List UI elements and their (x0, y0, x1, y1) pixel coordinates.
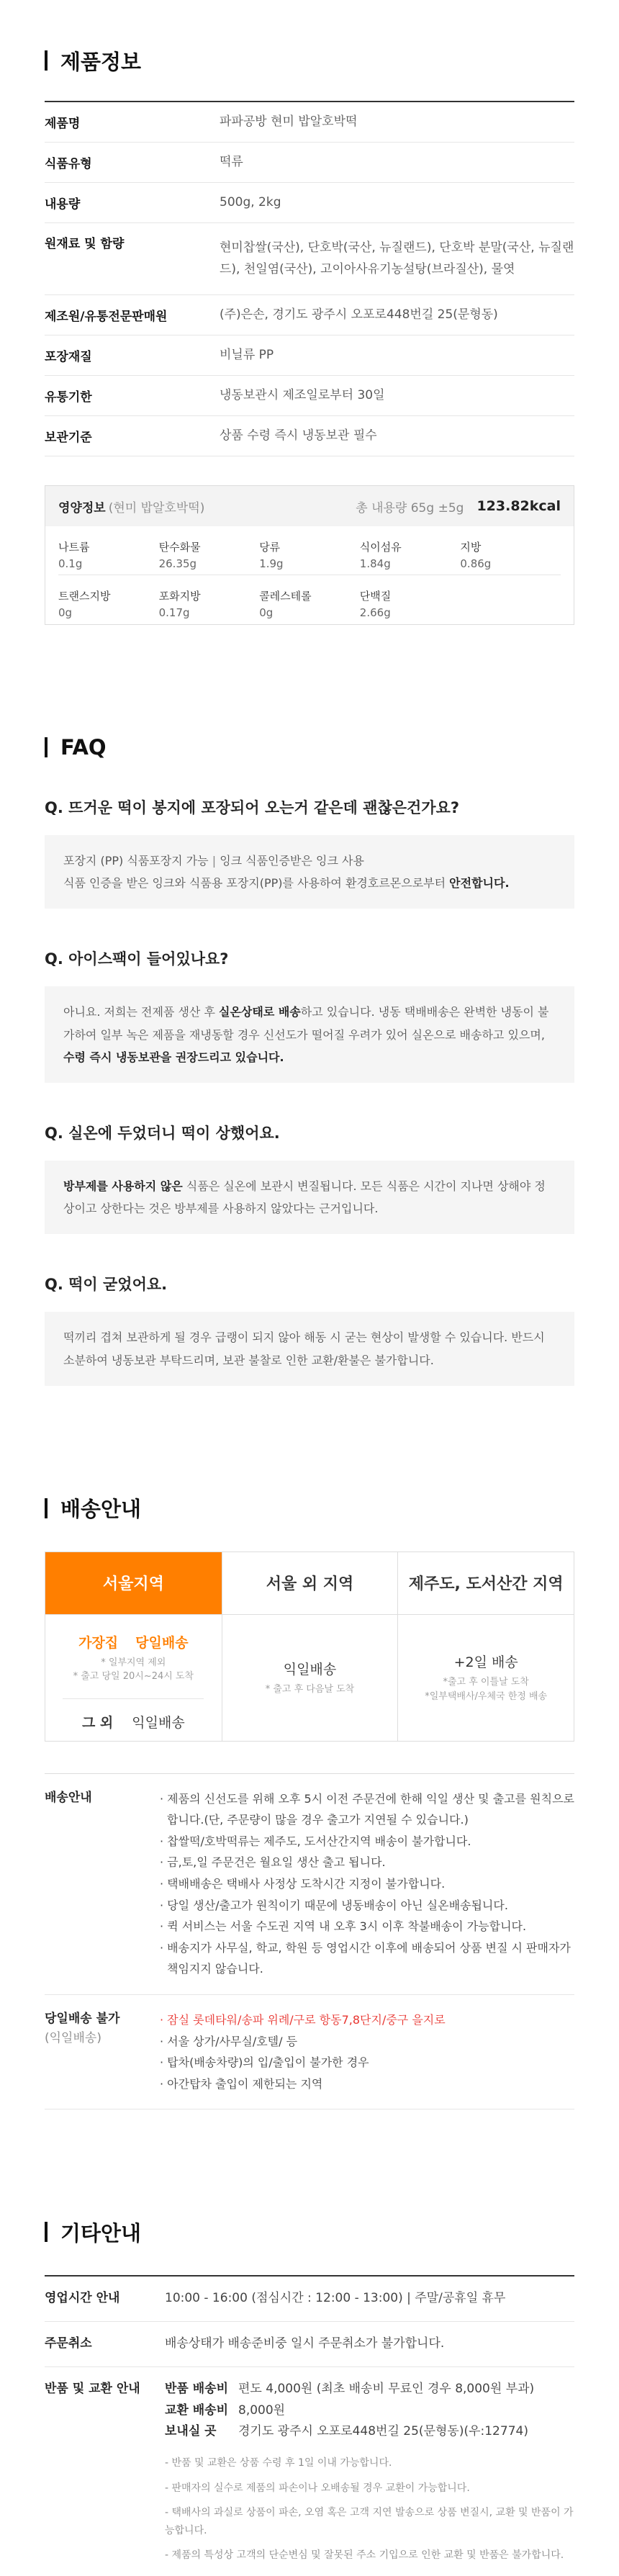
nutrient-cell (460, 526, 561, 575)
nutrient-cell (159, 526, 260, 575)
spec-value: (주)은손, 경기도 광주시 오포로448번길 25(문형동) (220, 307, 498, 322)
product-detail-page (0, 46, 619, 2576)
nutrient-amount: 1.9g (259, 557, 284, 570)
same-day-note-2: * 출고 당일 20시~24시 도착 (73, 1671, 194, 1683)
etc-title (45, 2217, 574, 2246)
spec-key: 식품유형 (45, 157, 92, 171)
notice-item (160, 1895, 574, 1917)
unable-item: · 탑차(배송차량)의 입/출입이 불가한 경우 (160, 2055, 369, 2070)
spec-table (45, 101, 574, 456)
product-info-title (45, 46, 574, 75)
nutrient-amount: 0g (58, 606, 73, 619)
other-area-row (63, 1698, 204, 1731)
spec-row (45, 376, 574, 416)
spec-value: 현미찹쌀(국산), 단호박(국산, 뉴질랜드), 단호박 분말(국산, 뉴질랜드), 천일염(국산), 고이아사유기농설탕(브라질산), 물엿 (220, 240, 574, 276)
spec-row (45, 416, 574, 456)
spec-key: 유통기한 (45, 390, 92, 405)
spec-row (45, 295, 574, 335)
answer-emphasis: 실온상태로 배송 (219, 1005, 301, 1019)
unable-list (160, 2009, 574, 2094)
delivery-type: 익일배송 (283, 1661, 337, 1677)
notice-item-text: · 퀵 서비스는 서울 수도권 지역 내 오후 3시 이후 착불배송이 가능합니다. (160, 1919, 527, 1934)
spec-row (45, 102, 574, 143)
notice-label: 배송안내 (45, 1790, 92, 1805)
spec-key: 포장재질 (45, 350, 92, 364)
nutrient-name: 콜레스테롤 (259, 590, 312, 603)
notice-item-text: · 당일 생산/출고가 원칙이기 때문에 냉동배송이 아닌 실온배송됩니다. (160, 1898, 508, 1912)
nutrition-header (45, 486, 574, 526)
same-day-value: 당일배송 (135, 1634, 189, 1651)
answer-emphasis: 수령 즉시 냉동보관을 권장드리고 있습니다. (63, 1050, 284, 1064)
etc-value: 10:00 - 16:00 (점심시간 : 12:00 - 13:00) | 주말/공휴일 휴무 (165, 2291, 506, 2306)
etc-row (45, 2322, 574, 2367)
same-day-label: 가장집 (78, 1634, 119, 1651)
nutrient-name: 나트륨 (58, 541, 90, 554)
spec-value: 비닐류 PP (220, 347, 274, 362)
nutrition-table (45, 485, 574, 625)
etc-key: 반품 및 교환 안내 (45, 2381, 140, 2396)
faq-answer (45, 1161, 574, 1234)
notice-item (160, 1852, 574, 1873)
faq-question: Q. 뜨거운 떡이 봉지에 포장되어 오는거 같은데 괜찮은건가요? (45, 799, 460, 816)
delivery-title-text: 배송안내 (60, 1497, 142, 1522)
spec-row (45, 223, 574, 295)
nutrient-amount: 0.17g (158, 606, 190, 619)
nutrient-cell (159, 575, 260, 624)
nutrient-amount: 1.84g (359, 557, 391, 570)
faq-question: Q. 떡이 굳었어요. (45, 1276, 168, 1294)
title-bar (45, 737, 48, 757)
return-line (165, 2400, 574, 2422)
delivery-title (45, 1494, 574, 1523)
return-key: 반품 배송비 (165, 2381, 229, 2396)
nutrient-name: 트랜스지방 (58, 590, 111, 603)
return-note: - 택배사의 과실로 상품이 파손, 오염 혹은 고객 지연 발송으로 상품 변질시, 교환 및 반품이 가능합니다. (165, 2507, 574, 2536)
nutrient-name: 포화지방 (158, 590, 201, 603)
faq-answer (45, 835, 574, 909)
return-info (165, 2379, 574, 2564)
unable-label (45, 2009, 160, 2094)
nutrient-amount: 0.1g (58, 557, 83, 570)
spec-row (45, 143, 574, 183)
notice-item-text: · 제품의 신선도를 위해 오후 5시 이전 주문건에 한해 익일 생산 및 출고를 원칙으로 합니다.(단, 주문량이 많을 경우 출고가 지연될 수 있습니다.) (160, 1791, 574, 1827)
nutrition-grid (45, 526, 574, 624)
notice-item (160, 1831, 574, 1852)
etc-value: 배송상태가 배송준비중 일시 주문취소가 불가합니다. (165, 2336, 445, 2351)
spec-value: 500g, 2kg (220, 194, 281, 210)
region-header-seoul: 서울지역 (45, 1552, 222, 1614)
region-cell-jeju (397, 1614, 574, 1741)
same-day-note-1: * 일부지역 제외 (101, 1657, 166, 1668)
region-header-jeju: 제주도, 도서산간 지역 (397, 1552, 574, 1614)
delivery-note (425, 1675, 547, 1703)
other-area-value: 익일배송 (132, 1714, 185, 1731)
return-key: 보내실 곳 (165, 2424, 217, 2439)
nutrient-cell (259, 575, 360, 624)
return-key: 교환 배송비 (165, 2402, 229, 2418)
nutrition-title: 영양정보 (58, 500, 106, 515)
delivery-type: +2일 배송 (453, 1654, 518, 1671)
spec-value: 파파공방 현미 밥알호박떡 (220, 114, 358, 129)
nutrient-name: 탄수화물 (158, 541, 201, 554)
etc-key: 영업시간 안내 (45, 2291, 120, 2306)
delivery-notice (45, 1773, 574, 2110)
nutrient-name: 단백질 (359, 590, 392, 603)
unable-item: · 아간탑차 출입이 제한되는 지역 (160, 2076, 323, 2091)
spec-key: 원재료 및 함량 (45, 237, 125, 251)
nutrient-name: 식이섬유 (359, 541, 402, 554)
spec-key: 제조원/유통전문판매원 (45, 310, 168, 324)
packaging-note: 포장지 (PP) 식품포장지 가능 (63, 854, 209, 868)
faq-question: Q. 아이스팩이 들어있나요? (45, 950, 229, 968)
etc-row (45, 2276, 574, 2322)
nutrition-kcal: 123.82kcal (476, 498, 561, 514)
same-day-note (73, 1656, 194, 1684)
region-cell-seoul (45, 1614, 222, 1741)
answer-text: 아니요. 저희는 전제품 생산 후 (63, 1005, 215, 1019)
notice-item-text: · 찹쌀떡/호박떡류는 제주도, 도서산간지역 배송이 불가합니다. (160, 1834, 471, 1848)
nutrient-amount: 2.66g (359, 606, 391, 619)
etc-row (45, 2367, 574, 2576)
other-area-label: 그 외 (81, 1714, 114, 1731)
nutrient-cell (259, 526, 360, 575)
etc-title-text: 기타안내 (60, 2220, 142, 2246)
nutrient-amount: 26.35g (158, 557, 197, 570)
etc-table (45, 2275, 574, 2575)
return-note: - 판매자의 실수로 제품의 파손이나 오배송될 경우 교환이 가능합니다. (165, 2482, 470, 2494)
faq-answer-line (63, 872, 556, 894)
return-value: 경기도 광주시 오포로448번길 25(문형동)(우:12774) (238, 2424, 528, 2439)
faq-answer (45, 986, 574, 1083)
delivery-note-2: *일부택배사/우체국 한정 배송 (425, 1690, 548, 1702)
nutrient-name: 지방 (460, 541, 482, 554)
region-cell-outside-seoul (222, 1614, 398, 1741)
faq-answer: 떡끼리 겹쳐 보관하게 될 경우 급랭이 되지 않아 해동 시 굳는 현상이 발생할 수 있습니다. 반드시 소분하여 냉동보관 부탁드리며, 보관 불찰로 인한 교환/환불은 불가합니다. (45, 1312, 574, 1385)
answer-text: 식품 인증을 받은 잉크와 식품용 포장지(PP)를 사용하여 환경호르몬으로부터 (63, 876, 446, 891)
faq-title (45, 733, 574, 762)
nutrient-cell (58, 526, 159, 575)
notice-item (160, 1788, 574, 1831)
ink-note: 잉크 식품인증받은 잉크 사용 (220, 854, 364, 868)
notice-item-text: · 배송지가 사무실, 학교, 학원 등 영업시간 이후에 배송되어 상품 변질 시 판매자가 책임지지 않습니다. (160, 1940, 571, 1976)
faq-answer-line (63, 850, 556, 872)
notice-row (45, 1995, 574, 2109)
faq-title-text: FAQ (60, 735, 107, 760)
return-note: - 제품의 특성상 고객의 단순변심 및 잘못된 주소 기입으로 인한 교환 및 반품은 불가합니다. (165, 2549, 564, 2562)
notice-item (160, 1916, 574, 1937)
delivery-note: * 출고 후 다음날 도착 (265, 1683, 355, 1695)
answer-text: 식품은 실온에 보관시 변질됩니다. 모든 식품은 시간이 지나면 상해야 정상이고 상한다는 것은 방부제를 사용하지 않았다는 근거입니다. (63, 1179, 546, 1216)
faq-question: Q. 실온에 두었더니 떡이 상했어요. (45, 1124, 280, 1142)
spec-value: 떡류 (220, 154, 243, 169)
unable-item: · 잠실 롯데타워/송파 위례/구로 항동7,8단지/중구 을지로 (160, 2013, 446, 2027)
return-notes (165, 2454, 574, 2564)
spec-row (45, 183, 574, 223)
delivery-note-1: *출고 후 이틀날 도착 (443, 1677, 529, 1688)
return-value: 편도 4,000원 (최초 배송비 무료인 경우 8,000원 부과) (238, 2381, 535, 2396)
answer-emphasis: 방부제를 사용하지 않은 (63, 1179, 183, 1193)
spec-key: 내용량 (45, 197, 81, 212)
return-line (165, 2379, 574, 2400)
spec-row (45, 335, 574, 376)
nutrition-subtitle: (현미 밥알호박떡) (108, 500, 205, 515)
region-header-outside-seoul: 서울 외 지역 (222, 1552, 398, 1614)
separator: | (212, 854, 220, 868)
notice-item-text: · 금,토,일 주문건은 월요일 생산 출고 됩니다. (160, 1855, 386, 1870)
unable-label-text: 당일배송 불가 (45, 2012, 120, 2027)
spec-value: 상품 수령 즉시 냉동보관 필수 (220, 428, 377, 443)
return-line (165, 2421, 574, 2443)
same-day-row (78, 1632, 188, 1652)
title-bar (45, 2222, 48, 2242)
title-bar (45, 1498, 48, 1518)
answer-emphasis: 안전합니다. (449, 876, 510, 891)
return-value: 8,000원 (238, 2402, 286, 2418)
spec-key: 보관기준 (45, 431, 92, 445)
title-bar (45, 50, 48, 71)
product-info-title-text: 제품정보 (60, 49, 142, 74)
nutrient-amount: 0g (259, 606, 274, 619)
nutrient-amount: 0.86g (460, 557, 492, 570)
nutrient-cell (360, 526, 461, 575)
notice-list (160, 1788, 574, 1980)
nutrient-cell (58, 575, 159, 624)
answer-text: 하고 있습니다. 냉동 택배배송은 완벽한 냉동이 불가하여 일부 녹은 제품을 재냉동할 경우 신선도가 떨어질 우려가 있어 실온으로 배송하고 있으며, (63, 1005, 549, 1042)
notice-item-text: · 택배배송은 택배사 사정상 도착시간 지정이 불가합니다. (160, 1877, 446, 1891)
return-note: - 반품 및 교환은 상품 수령 후 1일 이내 가능합니다. (165, 2457, 392, 2469)
nutrient-name: 당류 (259, 541, 281, 554)
notice-item (160, 1937, 574, 1980)
notice-row (45, 1774, 574, 1995)
nutrition-total: 총 내용량 65g ±5g (356, 500, 464, 515)
nutrient-cell (360, 575, 461, 624)
notice-item (160, 1873, 574, 1895)
unable-label-sub: (익일배송) (45, 2031, 101, 2046)
delivery-region-table (45, 1552, 574, 1742)
unable-item: · 서울 상가/사무실/호텔/ 등 (160, 2034, 298, 2048)
spec-value: 냉동보관시 제조일로부터 30일 (220, 387, 385, 402)
etc-key: 주문취소 (45, 2336, 92, 2351)
spec-key: 제품명 (45, 117, 81, 131)
